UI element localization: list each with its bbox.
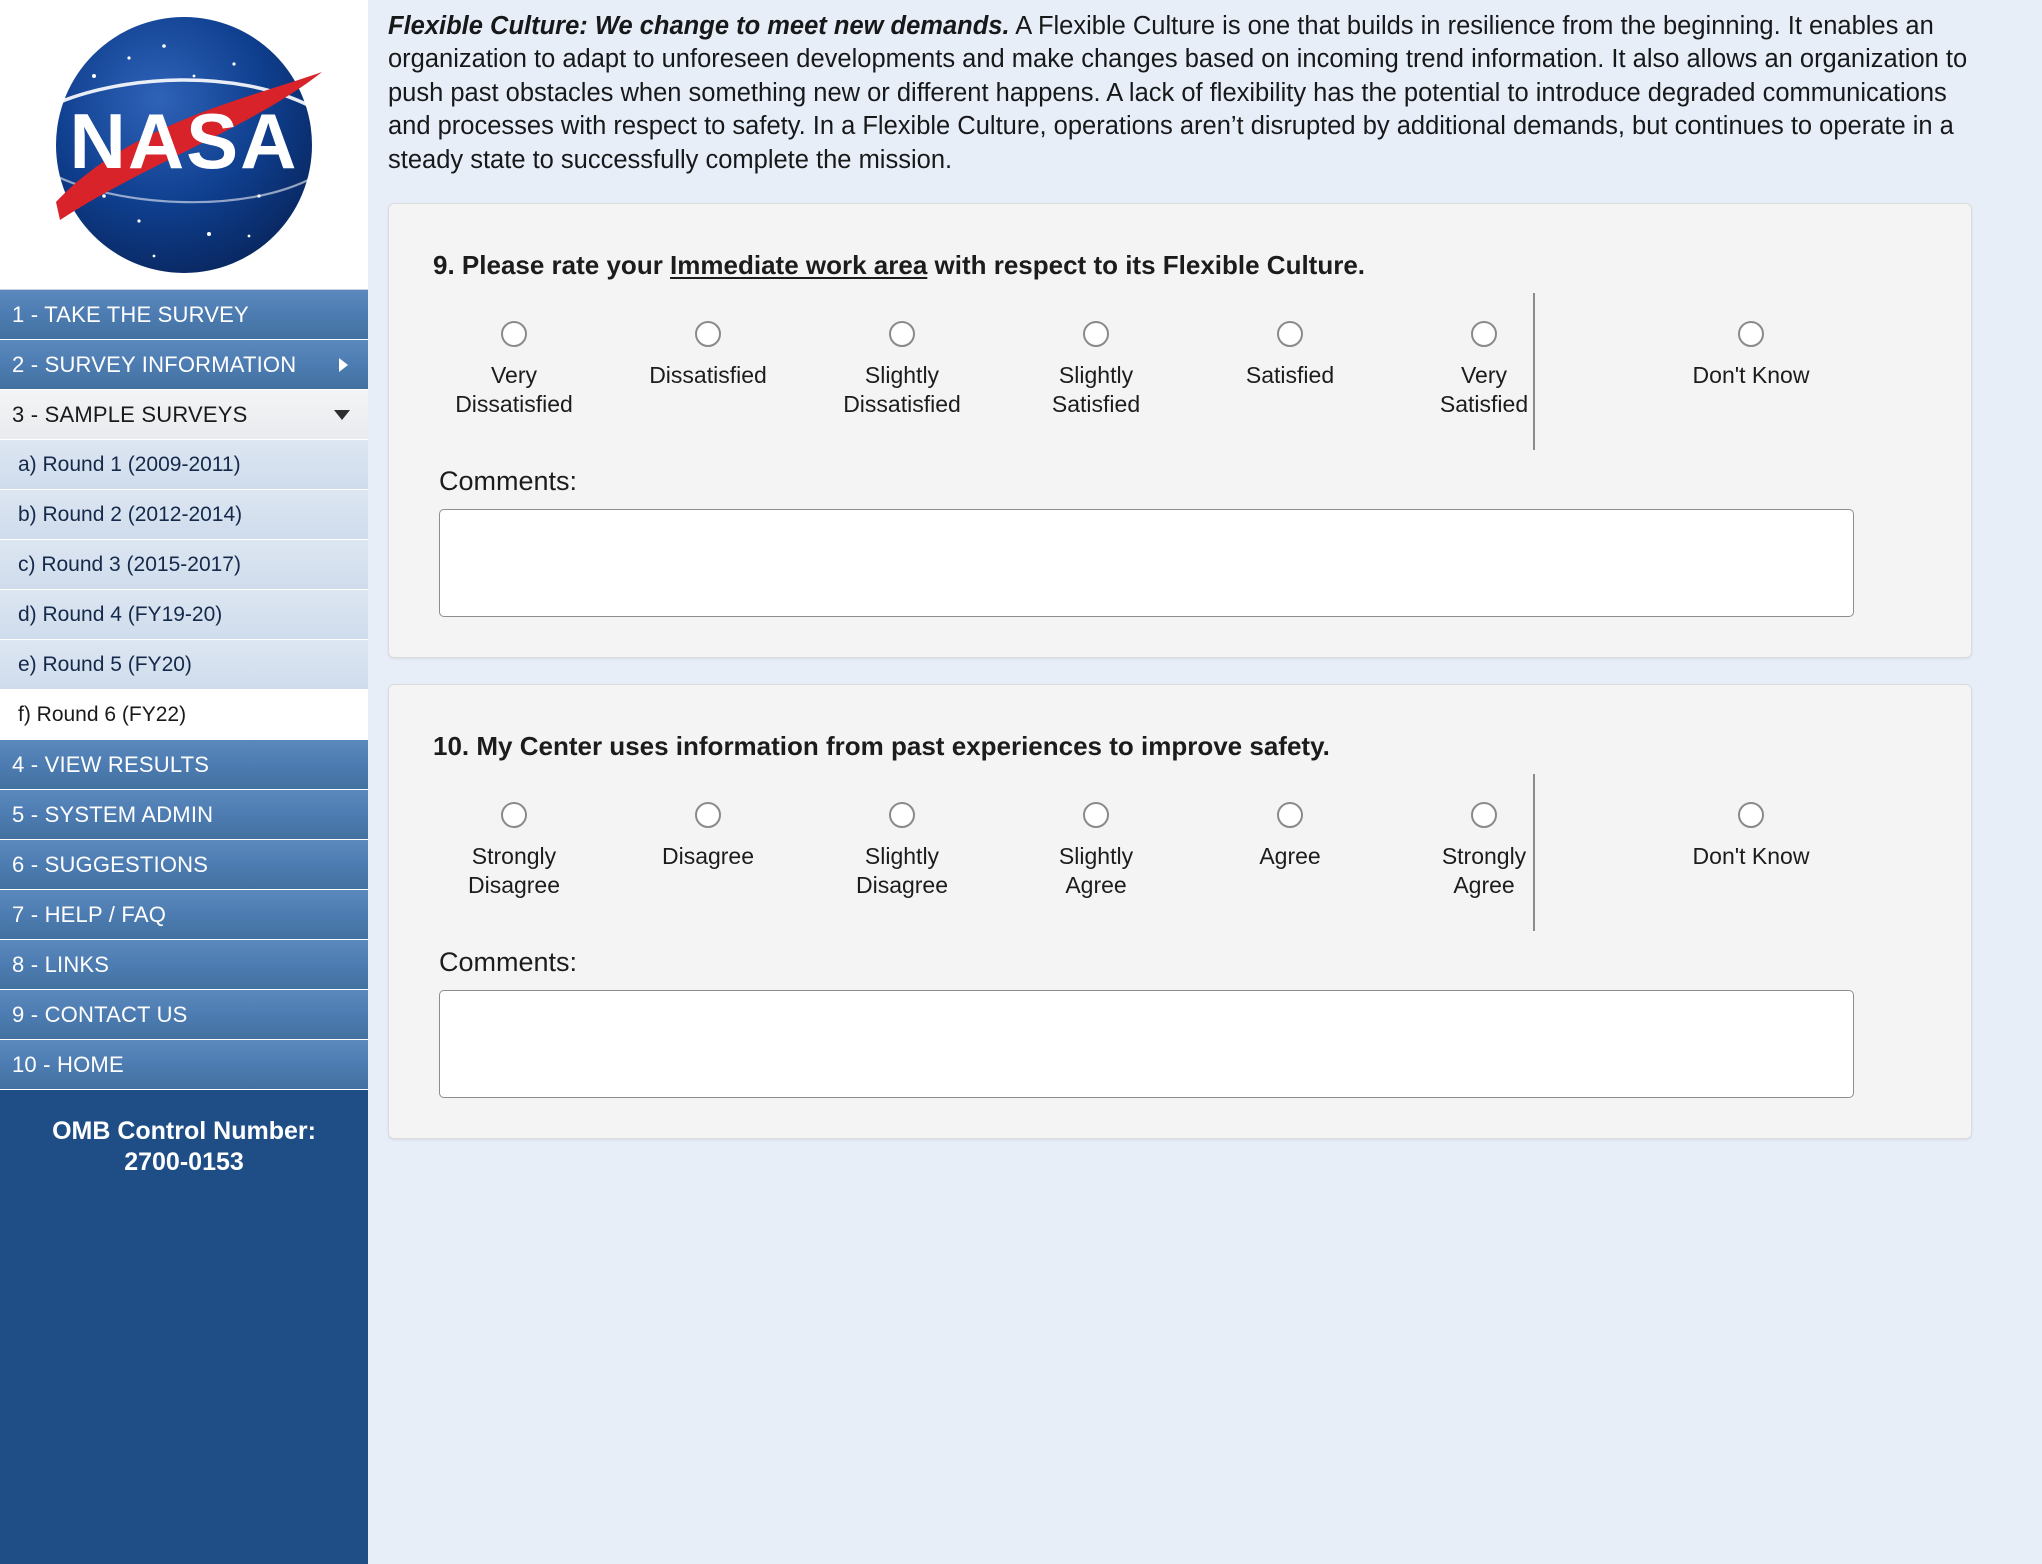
radio-button[interactable] bbox=[501, 321, 527, 347]
sidebar-subitem-label: d) Round 4 (FY19-20) bbox=[18, 602, 223, 626]
option-label-line1: Agree bbox=[1259, 842, 1321, 869]
nasa-meatball-logo-icon bbox=[34, 6, 334, 284]
svg-text:NASA: NASA bbox=[69, 96, 299, 185]
option-label-line1: Slightly bbox=[1058, 842, 1134, 869]
question-9-scale bbox=[425, 321, 1935, 420]
question-9-option-very-dissatisfied[interactable] bbox=[449, 321, 579, 420]
sidebar-subitem-round-3[interactable] bbox=[0, 540, 368, 590]
radio-button[interactable] bbox=[1083, 321, 1109, 347]
sidebar-item-label: 1 - TAKE THE SURVEY bbox=[12, 301, 249, 327]
sidebar-item-label: 7 - HELP / FAQ bbox=[12, 901, 167, 927]
question-10-option-disagree[interactable] bbox=[643, 802, 773, 871]
sidebar-item-help-faq[interactable] bbox=[0, 890, 368, 940]
radio-button[interactable] bbox=[1277, 321, 1303, 347]
option-label-line1: Slightly bbox=[864, 842, 940, 869]
caret-right-icon bbox=[339, 358, 348, 372]
question-card-10 bbox=[388, 684, 1972, 1139]
sidebar-item-suggestions[interactable] bbox=[0, 840, 368, 890]
option-label-line1: Slightly bbox=[1058, 361, 1134, 388]
question-10-option-agree[interactable] bbox=[1225, 802, 1355, 871]
omb-value: 2700-0153 bbox=[124, 1147, 244, 1176]
omb-control-number bbox=[0, 1116, 368, 1177]
sidebar-subitem-round-6[interactable] bbox=[0, 690, 368, 740]
intro-heading: Flexible Culture: We change to meet new demands. bbox=[388, 12, 1010, 40]
sidebar-subitem-round-2[interactable] bbox=[0, 490, 368, 540]
sidebar-item-label: 4 - VIEW RESULTS bbox=[12, 751, 210, 777]
sidebar-item-contact-us[interactable] bbox=[0, 990, 368, 1040]
sidebar-item-take-the-survey[interactable] bbox=[0, 290, 368, 340]
option-label-line1: Disagree bbox=[661, 842, 755, 869]
sidebar-subitem-label: e) Round 5 (FY20) bbox=[18, 652, 192, 676]
option-label-dont-know: Don't Know bbox=[1692, 361, 1810, 388]
question-10-text: My Center uses information from past experiences to improve safety. bbox=[476, 730, 1330, 761]
sidebar-subitem-label: f) Round 6 (FY22) bbox=[18, 702, 187, 726]
question-9-option-very-satisfied[interactable] bbox=[1419, 321, 1549, 420]
question-9-option-satisfied[interactable] bbox=[1225, 321, 1355, 390]
option-label-line1: Slightly bbox=[864, 361, 940, 388]
radio-button[interactable] bbox=[1738, 321, 1764, 347]
question-10-option-dont-know[interactable] bbox=[1661, 802, 1841, 871]
question-9-comments-label: Comments: bbox=[439, 465, 578, 496]
sidebar-item-label: 8 - LINKS bbox=[12, 951, 110, 977]
sidebar-item-label: 5 - SYSTEM ADMIN bbox=[12, 801, 214, 827]
radio-button[interactable] bbox=[501, 802, 527, 828]
radio-button[interactable] bbox=[889, 321, 915, 347]
question-9-comments-input[interactable] bbox=[439, 509, 1854, 617]
question-10-option-slightly-disagree[interactable] bbox=[837, 802, 967, 901]
sidebar-subitem-round-5[interactable] bbox=[0, 640, 368, 690]
question-10-number: 10. bbox=[433, 730, 470, 761]
radio-button[interactable] bbox=[1471, 321, 1497, 347]
option-label-line2: Disagree bbox=[467, 872, 561, 899]
radio-button[interactable] bbox=[1471, 802, 1497, 828]
main-content bbox=[368, 0, 2042, 1564]
intro-paragraph bbox=[368, 0, 2042, 177]
question-9-text-before: Please rate your bbox=[461, 249, 671, 280]
sidebar-item-label: 9 - CONTACT US bbox=[12, 1001, 188, 1027]
sidebar-subitem-label: a) Round 1 (2009-2011) bbox=[18, 452, 241, 476]
option-label-line2: Satisfied bbox=[1051, 391, 1141, 418]
radio-button[interactable] bbox=[1083, 802, 1109, 828]
question-10-comments-label: Comments: bbox=[439, 946, 578, 977]
question-9-option-slightly-satisfied[interactable] bbox=[1031, 321, 1161, 420]
sidebar-item-system-admin[interactable] bbox=[0, 790, 368, 840]
sidebar-item-label: 10 - HOME bbox=[12, 1051, 124, 1077]
option-label-line1: Strongly bbox=[471, 842, 557, 869]
intro-body: A Flexible Culture is one that builds in resilience from the beginning. It enables an organization to adapt to unforeseen developments and make changes based on incoming trend information. It also allows an organization to push past obstacles when something new or different happens. A lack of flexibility has the potential to introduce degraded communications and processes with respect to safety. In a Flexible Culture, operations aren’t disrupted by additional demands, but continues to operate in a steady state to successfully complete the mission. bbox=[388, 12, 1968, 174]
option-label-line1: Dissatisfied bbox=[649, 361, 767, 388]
question-9-title bbox=[433, 250, 1935, 281]
radio-button[interactable] bbox=[1738, 802, 1764, 828]
sidebar bbox=[0, 0, 368, 1564]
option-label-line2: Satisfied bbox=[1439, 391, 1529, 418]
question-9-option-dont-know[interactable] bbox=[1661, 321, 1841, 390]
option-label-line1: Strongly bbox=[1441, 842, 1527, 869]
sidebar-item-survey-information[interactable] bbox=[0, 340, 368, 390]
nasa-logo-container bbox=[0, 0, 368, 290]
question-10-comments-input[interactable] bbox=[439, 990, 1854, 1098]
option-label-line2: Dissatisfied bbox=[455, 391, 573, 418]
sidebar-item-label: 2 - SURVEY INFORMATION bbox=[12, 351, 297, 377]
sidebar-item-home[interactable] bbox=[0, 1040, 368, 1090]
radio-button[interactable] bbox=[889, 802, 915, 828]
radio-button[interactable] bbox=[1277, 802, 1303, 828]
question-9-option-slightly-dissatisfied[interactable] bbox=[837, 321, 967, 420]
option-label-line2: Agree bbox=[1065, 872, 1127, 899]
option-label-line2: Dissatisfied bbox=[843, 391, 961, 418]
sidebar-item-links[interactable] bbox=[0, 940, 368, 990]
option-label-line2: Disagree bbox=[855, 872, 949, 899]
radio-button[interactable] bbox=[695, 321, 721, 347]
option-label-line1: Very bbox=[490, 361, 537, 388]
question-9-text-after: with respect to its Flexible Culture. bbox=[927, 249, 1366, 280]
sidebar-subitem-round-1[interactable] bbox=[0, 440, 368, 490]
sidebar-subitem-label: c) Round 3 (2015-2017) bbox=[18, 552, 241, 576]
sidebar-subitem-round-4[interactable] bbox=[0, 590, 368, 640]
question-9-number: 9. bbox=[433, 249, 455, 280]
question-10-title bbox=[433, 731, 1935, 762]
question-10-option-strongly-disagree[interactable] bbox=[449, 802, 579, 901]
question-10-scale bbox=[425, 802, 1935, 901]
sidebar-item-label: 3 - SAMPLE SURVEYS bbox=[12, 401, 248, 427]
question-10-option-slightly-agree[interactable] bbox=[1031, 802, 1161, 901]
option-label-line1: Very bbox=[1460, 361, 1508, 388]
omb-label: OMB Control Number: bbox=[52, 1117, 316, 1145]
question-9-emphasis: Immediate work area bbox=[670, 249, 928, 280]
sidebar-subitem-label: b) Round 2 (2012-2014) bbox=[18, 502, 243, 526]
question-card-9 bbox=[388, 203, 1972, 658]
sidebar-item-label: 6 - SUGGESTIONS bbox=[12, 851, 209, 877]
caret-down-icon bbox=[334, 410, 350, 420]
option-label-dont-know: Don't Know bbox=[1692, 842, 1810, 869]
option-label-line2: Agree bbox=[1453, 872, 1515, 899]
question-9-option-dissatisfied[interactable] bbox=[643, 321, 773, 390]
radio-button[interactable] bbox=[695, 802, 721, 828]
question-10-option-strongly-agree[interactable] bbox=[1419, 802, 1549, 901]
sidebar-item-sample-surveys[interactable] bbox=[0, 390, 368, 440]
sidebar-item-view-results[interactable] bbox=[0, 740, 368, 790]
option-label-line1: Satisfied bbox=[1245, 361, 1335, 388]
